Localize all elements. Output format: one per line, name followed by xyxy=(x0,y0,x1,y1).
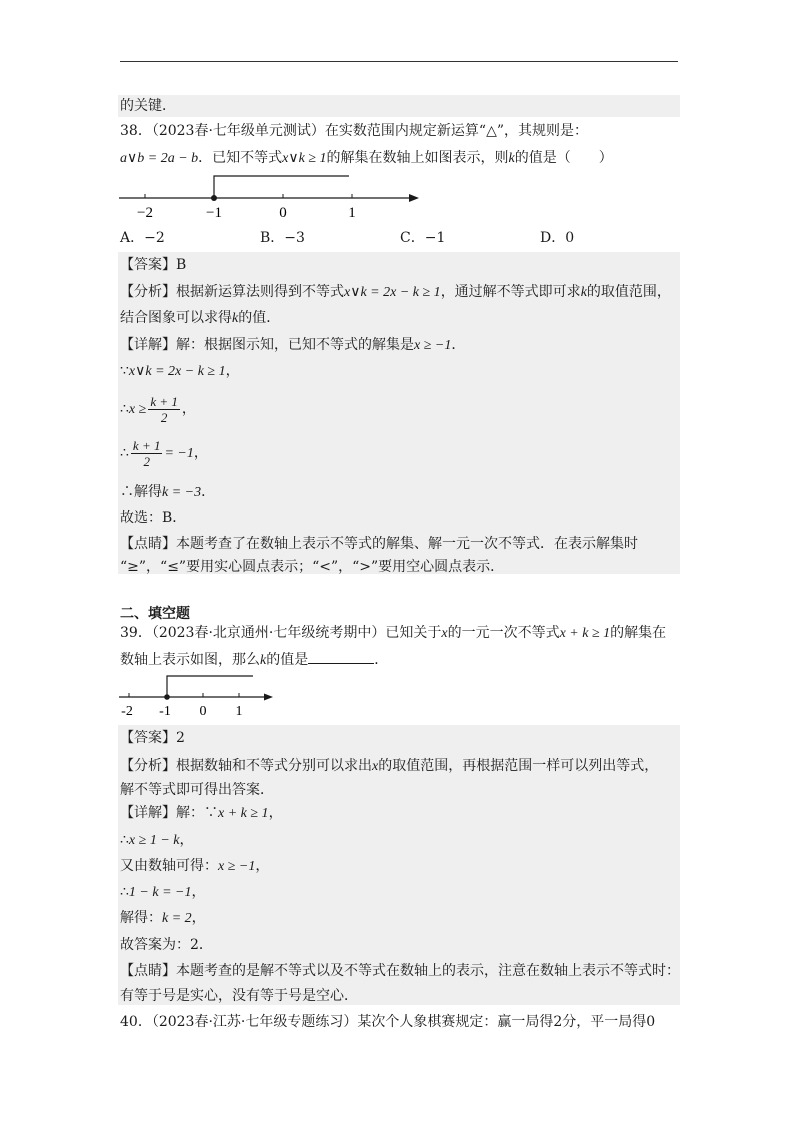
q39-step3: ∴1 − k = −1， xyxy=(120,884,206,900)
q39-step4: 解得：k = 2， xyxy=(120,910,206,926)
q38-answer: 【答案】B xyxy=(120,257,187,273)
tick-label: 1 xyxy=(348,205,356,221)
q38-option-d[interactable]: D．0 xyxy=(540,230,575,246)
q38-rule: a∨b = 2a − b xyxy=(120,151,199,166)
q39-stem-line2: 数轴上表示如图，那么k的值是 ． xyxy=(120,649,388,672)
solid-dot xyxy=(164,694,170,700)
tick-label: 0 xyxy=(199,704,207,719)
q38-option-a[interactable]: A．−2 xyxy=(120,230,165,246)
top-fragment: 的关键． xyxy=(120,98,176,114)
q38-option-b[interactable]: B．−3 xyxy=(260,230,305,246)
q38-stem-line2: a∨b = 2a − b．已知不等式x∨k ≥ 1的解集在数轴上如图表示，则k的值是（ ） xyxy=(120,150,613,166)
fraction: $\frac{k + 1}{2}$ xyxy=(150,393,178,425)
q38-step3: ∴ $\frac{k + 1}{2}$ = −1， xyxy=(120,437,208,469)
tick-label: -1 xyxy=(159,704,171,719)
tick-label: -2 xyxy=(121,704,133,719)
answer-blank[interactable] xyxy=(308,649,374,664)
q39-comment-line1: 【点睛】本题考查的是解不等式以及不等式在数轴上的表示，注意在数轴上表示不等式时： xyxy=(120,963,680,979)
q39-answer: 【答案】2 xyxy=(120,730,185,746)
q38-step2: ∴x ≥ $\frac{k + 1}{2}$ ， xyxy=(120,393,196,425)
q39-step2: 又由数轴可得：x ≥ −1， xyxy=(120,858,270,874)
q39-stem-line1: 39．（2023春·北京通州·七年级统考期中）已知关于x的一元一次不等式x + k ≥ 1的解集在 xyxy=(120,625,667,641)
section-title: 二、填空题 xyxy=(120,606,190,622)
q38-comment-line1: 【点睛】本题考查了在数轴上表示不等式的解集、解一元一次不等式．在表示解集时 xyxy=(120,536,638,552)
fraction: $\frac{k + 1}{2}$ xyxy=(132,437,161,469)
tick-label: −1 xyxy=(206,205,222,221)
q38-step1: ∵x∨k = 2x − k ≥ 1， xyxy=(120,363,240,379)
q39-analysis-line1: 【分析】根据数轴和不等式分别可以求出x的取值范围，再根据范围一样可以列出等式， xyxy=(120,758,659,774)
tick-label: 1 xyxy=(235,704,243,719)
q39-number-line xyxy=(115,670,295,720)
q38-option-c[interactable]: C．−1 xyxy=(400,230,446,246)
q38-choose: 故选：B． xyxy=(120,510,187,526)
q38-analysis-line1: 【分析】根据新运算法则得到不等式x∨k = 2x − k ≥ 1，通过解不等式即可求k的取值范围， xyxy=(120,284,671,300)
header-rule xyxy=(120,61,678,62)
tick-label: −2 xyxy=(137,205,153,221)
solution-shade-top xyxy=(118,95,680,117)
q38-analysis-line2: 结合图象可以求得k的值． xyxy=(120,310,281,326)
q38-step4: ∴解得k = −3． xyxy=(120,484,216,500)
q38-stem-line1: 38．（2023春·七年级单元测试）在实数范围内规定新运算“△”，其规则是： xyxy=(120,123,589,139)
q38-number-line xyxy=(115,172,435,222)
q39-comment-line2: 有等于号是实心，没有等于号是空心． xyxy=(120,988,358,1004)
q39-step1: ∴x ≥ 1 − k， xyxy=(120,832,194,848)
tick-label: 0 xyxy=(279,205,287,221)
q39-analysis-line2: 解不等式即可得出答案． xyxy=(120,782,274,798)
q39-final: 故答案为：2． xyxy=(120,937,213,953)
q39-detail: 【详解】解：∵x + k ≥ 1， xyxy=(120,805,283,821)
q38-comment-line2: “≥”，“≤”要用实心圆点表示；“<”，“>”要用空心圆点表示． xyxy=(120,559,505,575)
q40-stem: 40．（2023春·江苏·七年级专题练习）某次个人象棋赛规定：赢一局得2分，平一局得0 xyxy=(120,1014,656,1030)
q38-detail: 【详解】解：根据图示知，已知不等式的解集是x ≥ −1． xyxy=(120,337,466,353)
q38-inequality: x∨k ≥ 1 xyxy=(282,151,327,166)
solid-dot xyxy=(211,195,217,201)
